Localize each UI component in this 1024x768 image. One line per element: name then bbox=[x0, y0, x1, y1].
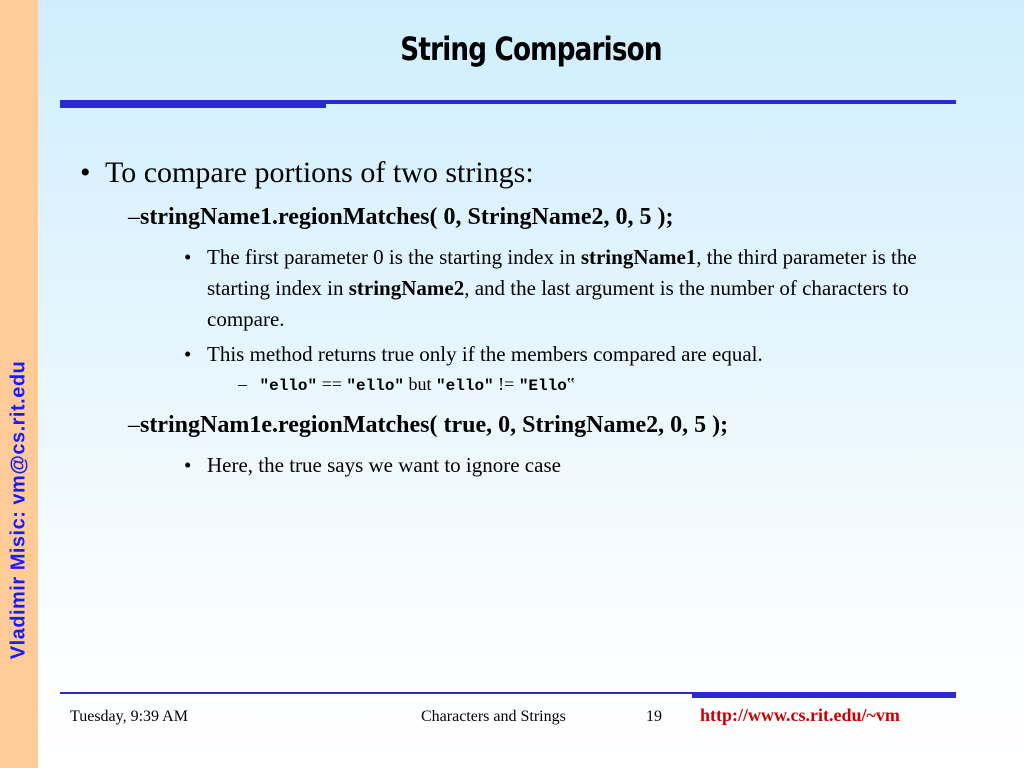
detail-returns bbox=[184, 339, 984, 370]
dash-icon: – bbox=[238, 374, 247, 394]
bullet-dot-icon: • bbox=[184, 342, 192, 366]
text-run: , the third parameter is the starting index in bbox=[207, 245, 917, 300]
title-rule-accent bbox=[60, 100, 326, 108]
text-run-bold: stringName2 bbox=[348, 276, 465, 300]
literal: "ello" bbox=[436, 377, 494, 395]
code-line: stringNam1e.regionMatches( true, 0, StringName2, 0, 5 ); bbox=[140, 412, 729, 438]
literal: "ello" bbox=[259, 377, 318, 395]
text-run-bold: stringName1 bbox=[580, 245, 697, 269]
footer-topic: Characters and Strings bbox=[421, 708, 566, 725]
slide-title: String Comparison bbox=[400, 30, 662, 68]
footer-rule-accent bbox=[692, 692, 956, 698]
text-run: The first parameter 0 is the starting index in bbox=[207, 245, 581, 269]
code-line: stringName1.regionMatches( 0, StringName2, 0, 5 ); bbox=[140, 204, 674, 230]
text-run: , and the last argument is the number of characters to compare. bbox=[207, 276, 909, 331]
connector: but bbox=[404, 374, 437, 394]
bullet-dot-icon: • bbox=[184, 453, 192, 477]
operator: != bbox=[493, 374, 519, 394]
footer-url-link[interactable]: http://www.cs.rit.edu/~vm bbox=[700, 705, 900, 725]
page-number: 19 bbox=[646, 708, 662, 725]
literal: "Ello bbox=[518, 377, 567, 395]
dash-icon: – bbox=[128, 412, 140, 438]
operator: == bbox=[317, 374, 347, 394]
bullet-text: To compare portions of two strings: bbox=[105, 156, 534, 189]
dash-icon: – bbox=[128, 204, 140, 230]
example-line bbox=[238, 374, 575, 395]
author-vertical-label: Vladimir Misic: vm@cs.rit.edu bbox=[7, 360, 30, 660]
sub-item-ignorecase bbox=[128, 412, 728, 439]
bullet-dot-icon: • bbox=[184, 245, 192, 269]
sub-item-regionmatches bbox=[128, 204, 673, 231]
literal: "ello" bbox=[346, 377, 405, 395]
detail-text: Here, the true says we want to ignore case bbox=[207, 453, 561, 477]
bullet-dot-icon: • bbox=[80, 156, 91, 189]
closing-quote: ‟ bbox=[566, 374, 575, 394]
detail-ignorecase bbox=[184, 450, 984, 481]
detail-text bbox=[207, 242, 984, 335]
bullet-level1 bbox=[80, 156, 534, 190]
footer-date: Tuesday, 9:39 AM bbox=[70, 708, 188, 725]
detail-parameters bbox=[184, 242, 984, 335]
detail-text: This method returns true only if the members compared are equal. bbox=[207, 342, 763, 366]
